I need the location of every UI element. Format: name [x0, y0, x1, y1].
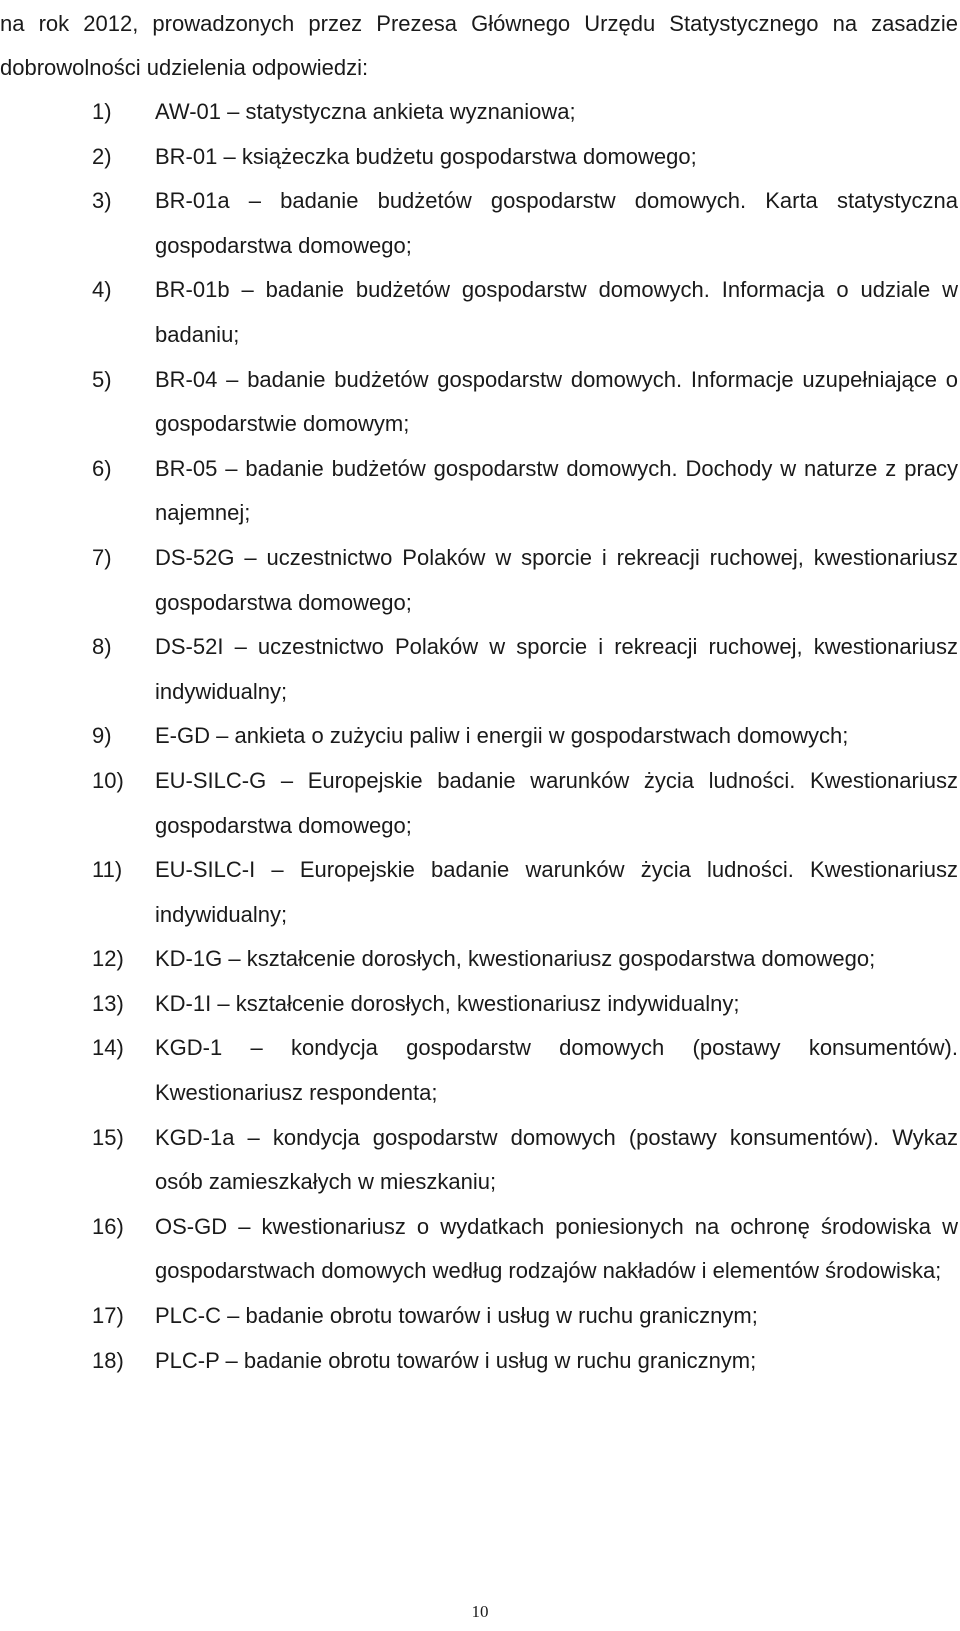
item-number: 12)	[92, 946, 124, 972]
page-number: 10	[471, 1602, 489, 1621]
item-text: EU-SILC-I – Europejskie badanie warunków życia ludności. Kwestionariusz indywidualny;	[155, 857, 958, 927]
list-item	[0, 937, 958, 982]
item-number: 1)	[92, 99, 112, 124]
item-text: BR-01 – książeczka budżetu gospodarstwa domowego;	[155, 143, 697, 169]
survey-list	[0, 90, 958, 1383]
item-text: DS-52G – uczestnictwo Polaków w sporcie i rekreacji ruchowej, kwestionariusz gospodarstwa domowego;	[155, 544, 958, 615]
item-number: 11)	[92, 857, 123, 883]
item-number: 15)	[92, 1124, 124, 1150]
item-number: 7)	[92, 544, 112, 570]
item-number: 5)	[92, 366, 112, 392]
list-item	[0, 1205, 958, 1294]
item-number: 16)	[92, 1213, 124, 1239]
list-item	[0, 135, 958, 180]
item-text: KD-1G – kształcenie dorosłych, kwestionariusz gospodarstwa domowego;	[155, 946, 876, 972]
item-number: 18)	[92, 1347, 124, 1373]
item-number: 17)	[92, 1303, 124, 1329]
list-item	[0, 90, 958, 135]
item-number: 10)	[92, 767, 124, 793]
list-item	[0, 268, 958, 357]
list-item	[0, 447, 958, 536]
item-text: BR-01b – badanie budżetów gospodarstw domowych. Informacja o udziale w badaniu;	[155, 277, 958, 347]
item-text: KD-1I – kształcenie dorosłych, kwestionariusz indywidualny;	[155, 990, 740, 1016]
item-number: 2)	[92, 143, 112, 169]
item-number: 3)	[92, 188, 112, 214]
item-text: KGD-1 – kondycja gospodarstw domowych (postawy konsumentów). Kwestionariusz respondenta;	[155, 1035, 958, 1106]
list-item	[0, 848, 958, 937]
item-number: 8)	[92, 634, 112, 660]
list-item	[0, 1294, 958, 1339]
item-text: BR-01a – badanie budżetów gospodarstw domowych. Karta statystyczna gospodarstwa domowego;	[155, 188, 958, 258]
list-item	[0, 358, 958, 447]
list-item	[0, 714, 958, 759]
item-text: PLC-P – badanie obrotu towarów i usług w ruchu granicznym;	[155, 1347, 757, 1373]
item-number: 14)	[92, 1035, 124, 1061]
item-text: OS-GD – kwestionariusz o wydatkach poniesionych na ochronę środowiska w gospodarstwach domowych według rodzajów nakładów i elementów środowiska;	[155, 1213, 958, 1284]
list-item	[0, 1116, 958, 1205]
intro-paragraph: na rok 2012, prowadzonych przez Prezesa Głównego Urzędu Statystycznego na zasadzie dobrowolności udzielenia odpowiedzi:	[0, 11, 958, 80]
list-item	[0, 1026, 958, 1115]
item-text: DS-52I – uczestnictwo Polaków w sporcie i rekreacji ruchowej, kwestionariusz indywidualny;	[155, 634, 958, 704]
list-item	[0, 625, 958, 714]
item-number: 13)	[92, 990, 124, 1016]
item-text: BR-04 – badanie budżetów gospodarstw domowych. Informacje uzupełniające o gospodarstwie domowym;	[155, 366, 958, 437]
list-item	[0, 179, 958, 268]
list-item	[0, 982, 958, 1027]
item-number: 9)	[92, 723, 112, 749]
list-item	[0, 1339, 958, 1384]
item-text: PLC-C – badanie obrotu towarów i usług w ruchu granicznym;	[155, 1303, 758, 1329]
item-number: 4)	[92, 277, 112, 303]
item-text: BR-05 – badanie budżetów gospodarstw domowych. Dochody w naturze z pracy najemnej;	[155, 455, 958, 526]
item-text: E-GD – ankieta o zużyciu paliw i energii w gospodarstwach domowych;	[155, 723, 849, 749]
item-text: AW-01 – statystyczna ankieta wyznaniowa;	[155, 99, 576, 124]
item-number: 6)	[92, 455, 112, 481]
list-item	[0, 759, 958, 848]
item-text: EU-SILC-G – Europejskie badanie warunków życia ludności. Kwestionariusz gospodarstwa domowego;	[155, 767, 958, 838]
item-text: KGD-1a – kondycja gospodarstw domowych (postawy konsumentów). Wykaz osób zamieszkałych w mieszkaniu;	[155, 1124, 958, 1195]
list-item	[0, 536, 958, 625]
